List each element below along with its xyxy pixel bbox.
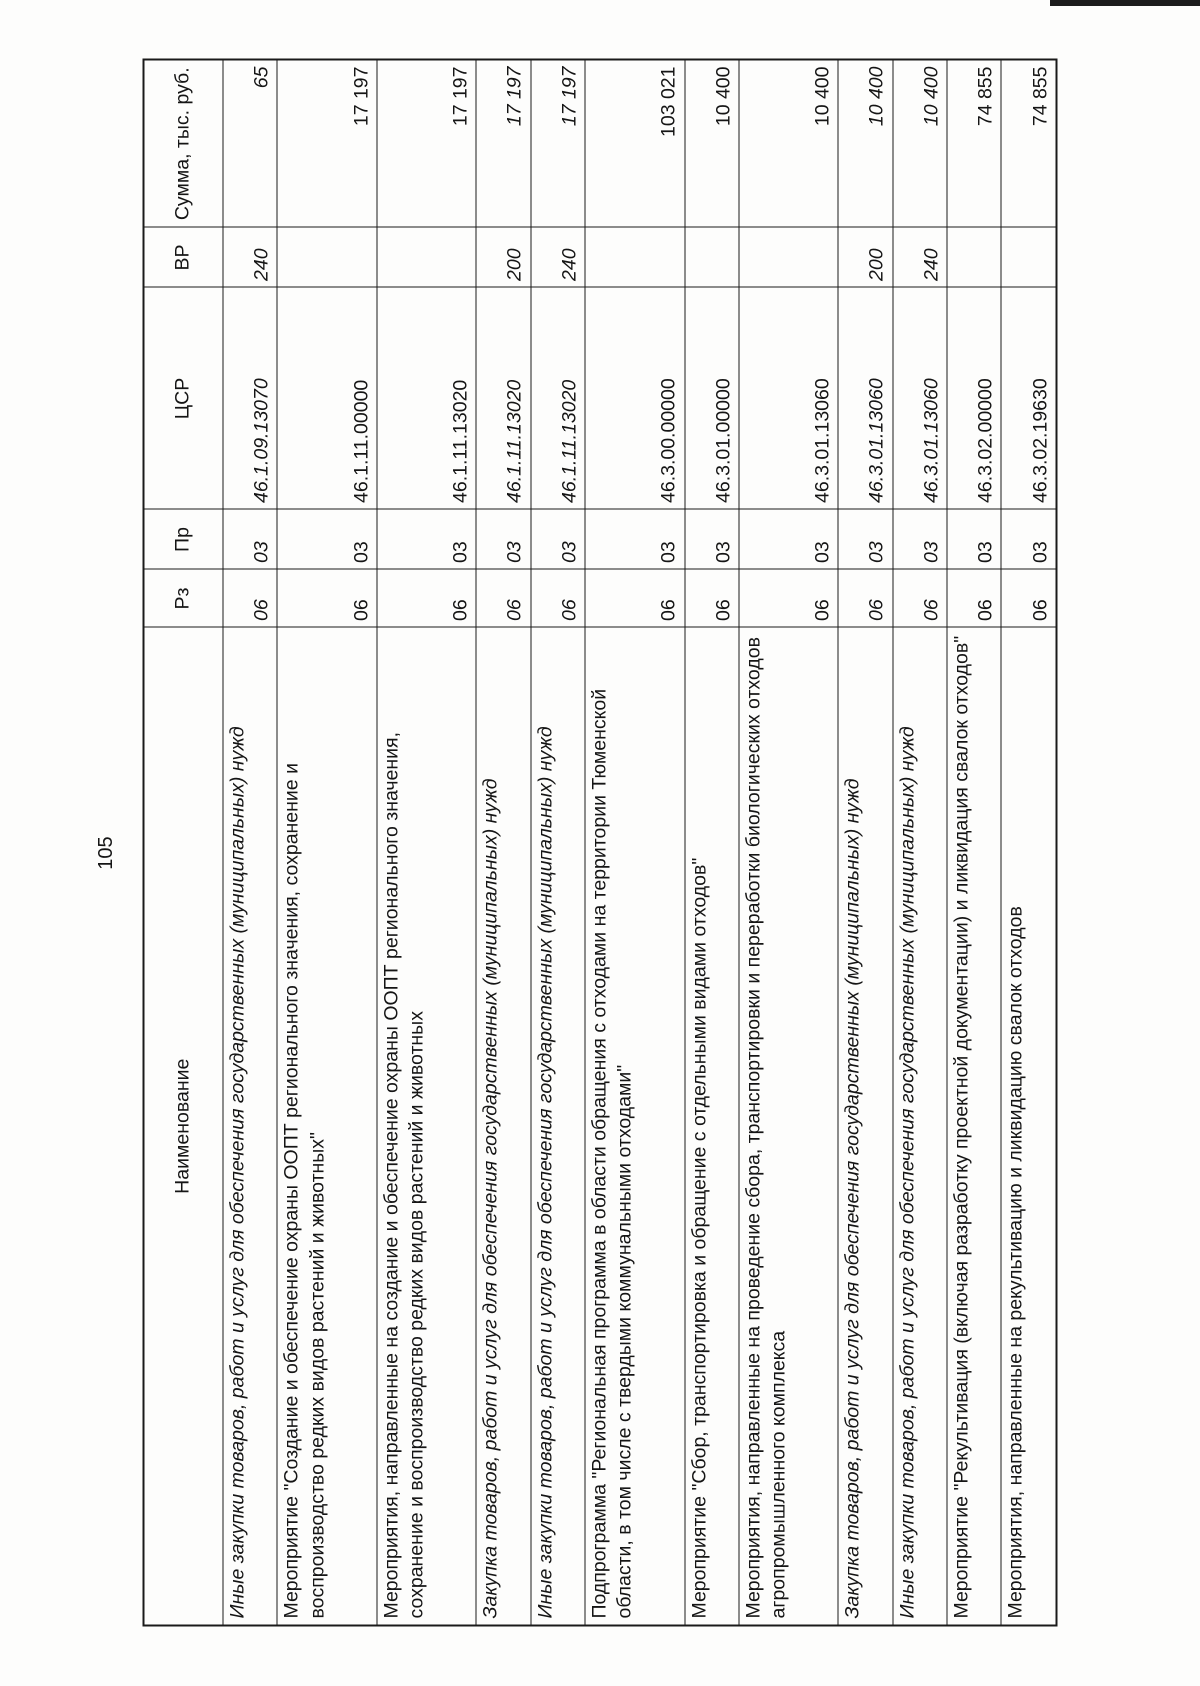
cell-name: Мероприятия, направленные на проведение сбора, транспортировки и переработки биологических отходов агропромышленного комплекса	[739, 627, 839, 1625]
cell-vr	[947, 227, 1001, 287]
cell-sum: 10 400	[685, 59, 739, 227]
table-row	[377, 59, 477, 1625]
cell-csr: 46.1.11.13020	[377, 287, 477, 509]
cell-sum: 74 855	[1001, 59, 1056, 227]
cell-name: Мероприятия, направленные на создание и обеспечение охраны ООПТ регионального значения, сохранение и воспроизводство редких видов растений и животных	[377, 627, 477, 1625]
cell-rz: 06	[377, 569, 477, 627]
cell-rz: 06	[838, 569, 892, 627]
scan-edge-mark	[1050, 0, 1200, 6]
cell-name: Мероприятие "Создание и обеспечение охраны ООПТ регионального значения, сохранение и воспроизводство редких видов растений и животных"	[277, 627, 377, 1625]
table-row	[531, 59, 585, 1625]
header-name: Наименование	[144, 627, 224, 1625]
cell-pr: 03	[739, 509, 839, 569]
cell-rz: 06	[893, 569, 947, 627]
cell-pr: 03	[893, 509, 947, 569]
table-row	[893, 59, 947, 1625]
cell-vr	[377, 227, 477, 287]
cell-vr	[585, 227, 685, 287]
cell-vr: 200	[476, 227, 530, 287]
cell-csr: 46.3.01.13060	[739, 287, 839, 509]
cell-csr: 46.3.02.00000	[947, 287, 1001, 509]
cell-csr: 46.3.01.00000	[685, 287, 739, 509]
cell-rz: 06	[531, 569, 585, 627]
cell-name: Закупка товаров, работ и услуг для обеспечения государственных (муниципальных) нужд	[476, 627, 530, 1625]
cell-name: Иные закупки товаров, работ и услуг для обеспечения государственных (муниципальных) нужд	[893, 627, 947, 1625]
cell-pr: 03	[838, 509, 892, 569]
cell-pr: 03	[476, 509, 530, 569]
cell-sum: 17 197	[277, 59, 377, 227]
cell-rz: 06	[585, 569, 685, 627]
cell-rz: 06	[739, 569, 839, 627]
cell-vr	[739, 227, 839, 287]
cell-vr: 240	[531, 227, 585, 287]
table-row	[1001, 59, 1056, 1625]
header-sum: Сумма, тыс. руб.	[144, 59, 224, 227]
cell-csr: 46.1.11.00000	[277, 287, 377, 509]
cell-sum: 17 197	[476, 59, 530, 227]
table-row	[585, 59, 685, 1625]
header-vr: ВР	[144, 227, 224, 287]
header-rz: Рз	[144, 569, 224, 627]
cell-vr: 200	[838, 227, 892, 287]
cell-vr: 240	[223, 227, 277, 287]
budget-table	[143, 58, 1058, 1626]
cell-pr: 03	[223, 509, 277, 569]
cell-name: Закупка товаров, работ и услуг для обеспечения государственных (муниципальных) нужд	[838, 627, 892, 1625]
page-number: 105	[95, 836, 117, 870]
cell-csr: 46.1.11.13020	[531, 287, 585, 509]
cell-sum: 103 021	[585, 59, 685, 227]
cell-csr: 46.3.02.19630	[1001, 287, 1056, 509]
cell-vr: 240	[893, 227, 947, 287]
cell-name: Подпрограмма "Региональная программа в области обращения с отходами на территории Тюменской области, в том числе с твердыми коммунальными отходами"	[585, 627, 685, 1625]
cell-csr: 46.1.11.13020	[476, 287, 530, 509]
cell-pr: 03	[585, 509, 685, 569]
cell-pr: 03	[1001, 509, 1056, 569]
cell-rz: 06	[685, 569, 739, 627]
header-pr: Пр	[144, 509, 224, 569]
table-header-row	[144, 59, 224, 1625]
table-body	[223, 59, 1057, 1625]
cell-csr: 46.3.00.00000	[585, 287, 685, 509]
cell-vr	[685, 227, 739, 287]
cell-vr	[277, 227, 377, 287]
cell-pr: 03	[277, 509, 377, 569]
cell-vr	[1001, 227, 1056, 287]
table-row	[838, 59, 892, 1625]
cell-rz: 06	[476, 569, 530, 627]
cell-sum: 10 400	[838, 59, 892, 227]
cell-name: Мероприятия, направленные на рекультивацию и ликвидацию свалок отходов	[1001, 627, 1056, 1625]
table-row	[947, 59, 1001, 1625]
cell-rz: 06	[1001, 569, 1056, 627]
cell-sum: 10 400	[893, 59, 947, 227]
cell-pr: 03	[947, 509, 1001, 569]
cell-pr: 03	[685, 509, 739, 569]
cell-pr: 03	[531, 509, 585, 569]
header-csr: ЦСР	[144, 287, 224, 509]
cell-sum: 10 400	[739, 59, 839, 227]
table-row	[685, 59, 739, 1625]
table-row	[277, 59, 377, 1625]
cell-pr: 03	[377, 509, 477, 569]
cell-name: Мероприятие "Рекультивация (включая разработку проектной документации) и ликвидация свалок отходов"	[947, 627, 1001, 1625]
cell-name: Иные закупки товаров, работ и услуг для обеспечения государственных (муниципальных) нужд	[531, 627, 585, 1625]
table-row	[223, 59, 277, 1625]
table-row	[739, 59, 839, 1625]
cell-csr: 46.1.09.13070	[223, 287, 277, 509]
cell-sum: 74 855	[947, 59, 1001, 227]
cell-csr: 46.3.01.13060	[893, 287, 947, 509]
table-row	[476, 59, 530, 1625]
cell-name: Мероприятие "Сбор, транспортировка и обращение с отдельными видами отходов"	[685, 627, 739, 1625]
cell-sum: 17 197	[377, 59, 477, 227]
cell-csr: 46.3.01.13060	[838, 287, 892, 509]
cell-name: Иные закупки товаров, работ и услуг для обеспечения государственных (муниципальных) нужд	[223, 627, 277, 1625]
cell-sum: 65	[223, 59, 277, 227]
cell-sum: 17 197	[531, 59, 585, 227]
cell-rz: 06	[947, 569, 1001, 627]
cell-rz: 06	[223, 569, 277, 627]
rotated-table-wrapper	[143, 60, 1058, 1626]
cell-rz: 06	[277, 569, 377, 627]
